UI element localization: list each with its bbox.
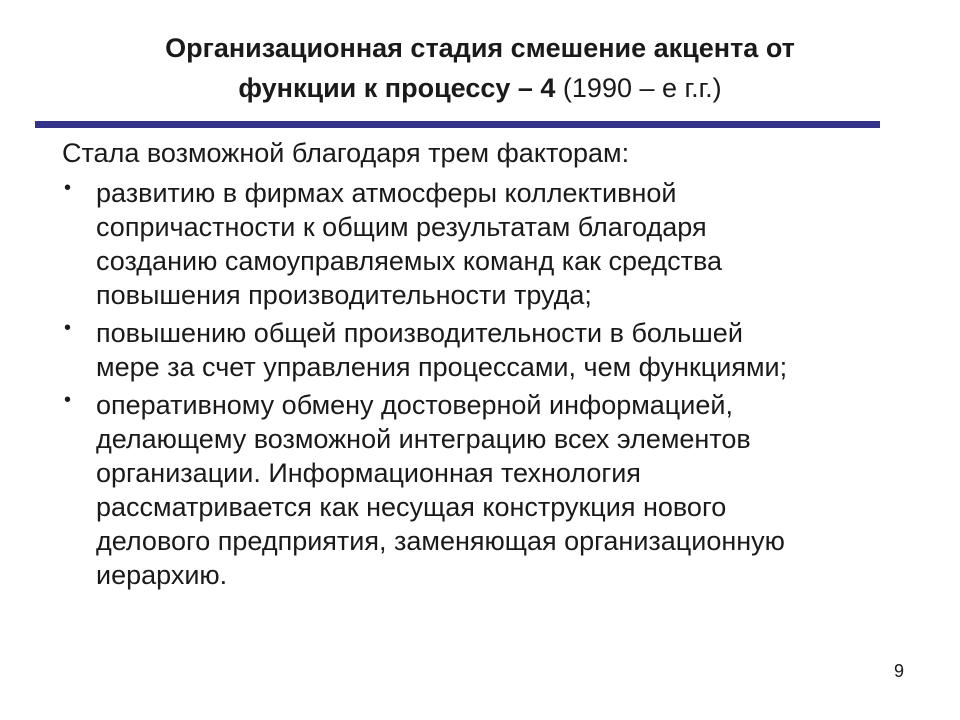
bullet-text (96, 388, 942, 592)
slide-body (62, 136, 942, 596)
bullet-list (62, 176, 942, 592)
bullet-line: повышению общей производительности в большей (96, 318, 743, 348)
bullet-line: делового предприятия, заменяющая организационную (96, 526, 785, 556)
page-number: 9 (893, 661, 904, 681)
title-line-1-text: Организационная стадия смешение акцента от (165, 33, 795, 63)
bullet-line: сопричастности к общим результатам благодаря (96, 212, 707, 242)
bullet-item-1 (62, 176, 942, 312)
bullet-line: иерархию. (96, 560, 228, 590)
bullet-text (96, 176, 942, 312)
intro-text: Стала возможной благодаря трем факторам: (62, 138, 630, 168)
bullet-line: развитию в фирмах атмосферы коллективной (96, 178, 677, 208)
bullet-icon: • (64, 177, 72, 199)
bullet-line: организации. Информационная технология (96, 458, 641, 488)
slide-title-line-2 (40, 68, 920, 108)
title-line-2-regular: (1990 – е г.г.) (555, 73, 722, 103)
bullet-item-3 (62, 388, 942, 592)
slide-title (40, 28, 920, 108)
bullet-line: делающему возможной интеграцию всех элементов (96, 424, 751, 454)
bullet-text (96, 316, 942, 384)
bullet-line: мере за счет управления процессами, чем функциями; (96, 352, 788, 382)
slide-title-line-1 (40, 28, 920, 68)
title-line-2-bold: функции к процессу – 4 (238, 73, 556, 103)
bullet-icon: • (64, 317, 72, 339)
title-divider (35, 121, 880, 128)
bullet-line: рассматривается как несущая конструкция нового (96, 492, 727, 522)
bullet-icon: • (64, 389, 72, 411)
bullet-line: оперативному обмену достоверной информацией, (96, 390, 733, 420)
bullet-item-2 (62, 316, 942, 384)
bullet-line: созданию самоуправляемых команд как средства (96, 246, 723, 276)
bullet-line: повышения производительности труда; (96, 280, 592, 310)
